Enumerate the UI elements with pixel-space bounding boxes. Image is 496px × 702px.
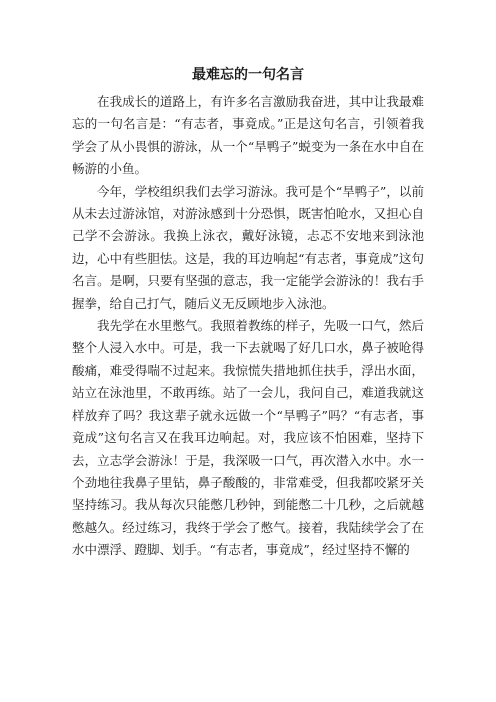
paragraph-3: 我先学在水里憋气。我照着教练的样子，先吸一口气，然后整个人浸入水中。可是，我一下去就喝了好几口水，鼻子被呛得酸痛，难受得喘不过起来。我惊慌失措地抓住扶手，浮出水面，站立在泳池里，不敢再练。站了一会儿，我问自己，难道我就这样放弃了吗？我这辈子就永远做一个“旱鸭子”吗？“有志者，事竟成”这句名言又在我耳边响起。对，我应该不怕困难，坚持下去，立志学会游泳！于是，我深吸一口气，再次潜入水中。水一个劲地往我鼻子里钻，鼻子酸酸的，非常难受，但我都咬紧牙关坚持练习。我从每次只能憋几秒钟，到能憋二十几秒，之后就越憋越久。经过练习，我终于学会了憋气。接着，我陆续学会了在水中漂浮、蹬脚、划手。“有志者，事竟成”，经过坚持不懈的 bbox=[72, 318, 424, 558]
paragraph-1: 在我成长的道路上，有许多名言激励我奋进，其中让我最难忘的一句名言是：“有志者，事竟成。”正是这句名言，引领着我学会了从小畏惧的游泳，从一个“旱鸭子”蜕变为一条在水中自在畅游的小鱼。 bbox=[72, 94, 424, 177]
document-title: 最难忘的一句名言 bbox=[192, 67, 304, 83]
paragraph-2: 今年，学校组织我们去学习游泳。我可是个“旱鸭子”，以前从未去过游泳馆，对游泳感到十分恐惧，既害怕呛水，又担心自己学不会游泳。我换上泳衣，戴好泳镜，忐忑不安地来到泳池边，心中有些胆怯。这是，我的耳边响起“有志者，事竟成”这句名言。是啊，只要有坚强的意志，我一定能学会游泳的！我右手握拳，给自己打气，随后义无反顾地步入泳池。 bbox=[72, 183, 424, 311]
document-body bbox=[72, 91, 424, 562]
